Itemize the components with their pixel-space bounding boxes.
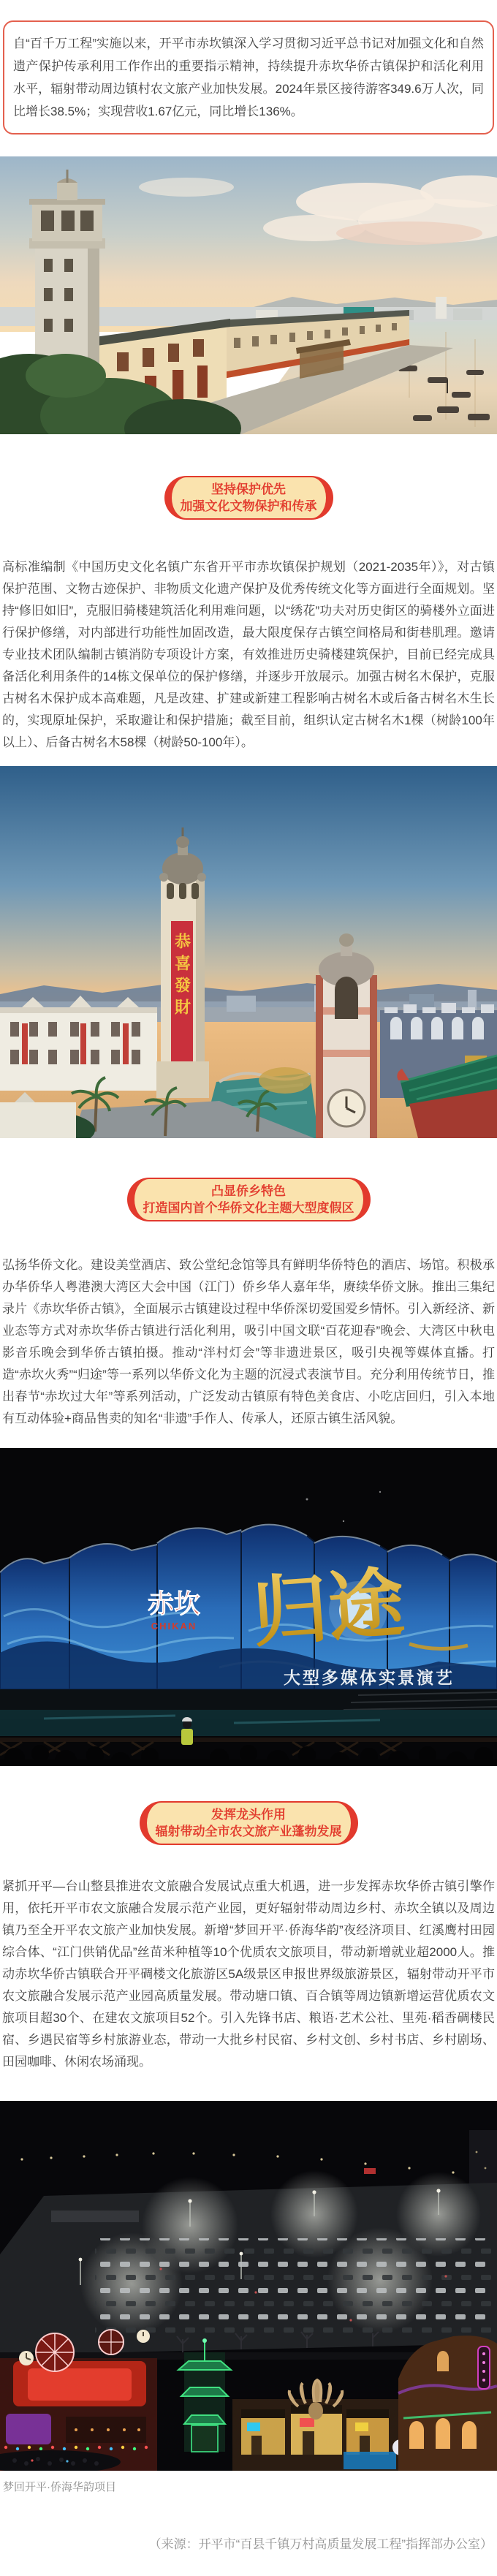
paragraph-leading-role: 紧抓开平—台山整县推进农文旅融合发展试点重大机遇，进一步发挥赤坎华侨古镇引擎作用，依托开平市农文旅融合发展示范产业园，更好辐射带动周边乡村、赤坎全镇以及周边镇乃至全开平农文旅产业加快发展。新增“梦回开平·侨海华韵”夜经济项目、红溪鹰村田园综合体、“江门供销优品”丝苗米种植等10个优质农文旅项目，带动新增就业超2000人。推动赤坎华侨古镇联合开平碉楼文化旅游区5A级景区申报世界级旅游景区，辐射带动开平市农文旅融合发展示范产业园高质量发展。带动塘口镇、百合镇等周边镇新增运营优质农文旅项目超30个、在建农文旅项目52个。引入先锋书店、粮语·艺术公社、里苑·稻香碉楼民宿、乡遇民宿等乡村旅游业态，带动一大批乡村民宿、乡村文创、乡村书店、乡村剧场、田园咖啡、休闲农场涌现。	[2, 1879, 495, 2069]
chikan-logo-cn: 赤坎	[147, 1588, 201, 1618]
banner-1-line-1: 坚持保护优先	[211, 482, 286, 496]
intro-text: 自“百千万工程”实施以来，开平市赤坎镇深入学习贯彻习近平总书记对加强文化和自然遗产保护传承利用工作作出的重要指示精神，持续提升赤坎华侨古镇保护和活化利用水平，辐射带动周边镇村农文旅产业加快发展。2024年景区接待游客349.6万人次，同比增长38.5%；实现营收1.67亿元，同比增长136%。	[13, 37, 484, 118]
banner-1-line-2: 加强文化文物保护和传承	[180, 499, 317, 513]
chikan-logo-en: CHIKAN	[151, 1621, 197, 1632]
source-attribution: （来源：开平市“百县千镇万村高质量发展工程”指挥部办公室）	[148, 2537, 493, 2551]
clock-tower	[316, 933, 377, 1138]
parked-cars	[95, 2238, 493, 2338]
banner-2-line-1: 凸显侨乡特色	[211, 1184, 286, 1198]
photo-old-town-dusk[interactable]	[0, 766, 497, 1138]
article-page	[0, 20, 497, 2576]
photo-old-town-sunset[interactable]	[0, 156, 497, 434]
central-tower	[156, 827, 209, 1098]
green-pagoda-tower	[178, 2338, 231, 2452]
show-title-calligraphy: 归途	[249, 1557, 408, 1658]
section-banner-3	[140, 1801, 358, 1845]
banner-2-line-2: 打造国内首个华侨文化主题大型度假区	[143, 1201, 354, 1215]
intro-highlight-box	[3, 20, 494, 135]
banner-3-line-1: 发挥龙头作用	[211, 1808, 286, 1822]
rock-castle	[398, 2336, 497, 2471]
chikan-logo	[148, 1588, 200, 1632]
photo-night-resort-aerial[interactable]	[0, 2101, 497, 2471]
paragraph-overseas-culture: 弘扬华侨文化。建设美堂酒店、致公堂纪念馆等具有鲜明华侨特色的酒店、场馆。积极承办华侨华人粤港澳大湾区大会中国（江门）侨乡华人嘉年华，赓续华侨文脉。推出三集纪录片《赤坎华侨古镇》，全面展示古镇建设过程中华侨深切爱国爱乡情怀。引入新经济、新业态等方式对赤坎华侨古镇进行活化利用，吸引中国文联“百花迎春”晚会、大湾区中秋电影音乐晚会到华侨古镇拍摄。推动“泮村灯会”等非遗进景区，吸引央视等媒体直播。打造“赤坎火秀”“归途”等一系列以华侨文化为主题的沉浸式表演节目。充分利用传统节日，推出春节“赤坎过大年”等系列活动，广泛发动古镇原有特色美食店、小吃店回归，引入本地有互动体验+商品售卖的知名“非遗”手作人、传承人，还原古镇生活风貌。	[2, 1258, 495, 1425]
show-subtitle: 大型多媒体实景演艺	[284, 1668, 455, 1687]
night-resort-illustration	[0, 2101, 497, 2471]
photo-caption: 梦回开平·侨海华韵项目	[3, 2481, 116, 2493]
night-show-illustration	[0, 1448, 497, 1766]
section-banner-2	[127, 1178, 371, 1221]
old-town-dusk-illustration	[0, 766, 497, 1138]
tower-banner-text: 恭喜發財	[172, 933, 191, 1020]
photo-night-show[interactable]	[0, 1448, 497, 1766]
paragraph-protection: 高标准编制《中国历史文化名镇广东省开平市赤坎镇保护规划（2021-2035年）》，对古镇保护范围、文物古迹保护、非物质文化遗产保护及优秀传统文化等方面进行全面规划。坚持“修旧如旧”，克服旧骑楼建筑活化利用难问题，以“绣花”功夫对历史街区的骑楼外立面进行保护修缮，对内部进行功能性加固改造，最大限度保存古镇空间格局和街巷肌理。邀请专业技术团队编制古镇消防专项设计方案，有效推进历史骑楼建筑保护，目前已经完成具备活化利用条件的14栋文保单位的保护修缮，并逐步开放展示。加强古树名木保护，克服古树名木保护成本高难题，凡是改建、扩建或新建工程影响古树名木或后备古树名木生长的，实现原址保护，采取避让和保护措施；截至目前，组织认定古树名木1棵（树龄100年以上）、后备古树名木58棵（树龄50-100年）。	[2, 560, 495, 749]
section-banner-1	[164, 476, 333, 520]
left-colonial-building	[0, 996, 157, 1091]
banner-3-line-2: 辐射带动全市农文旅产业蓬勃发展	[155, 1825, 342, 1838]
old-town-sunset-illustration	[0, 156, 497, 434]
distant-red-sign	[364, 2168, 376, 2174]
staff-figure	[181, 1717, 193, 1745]
